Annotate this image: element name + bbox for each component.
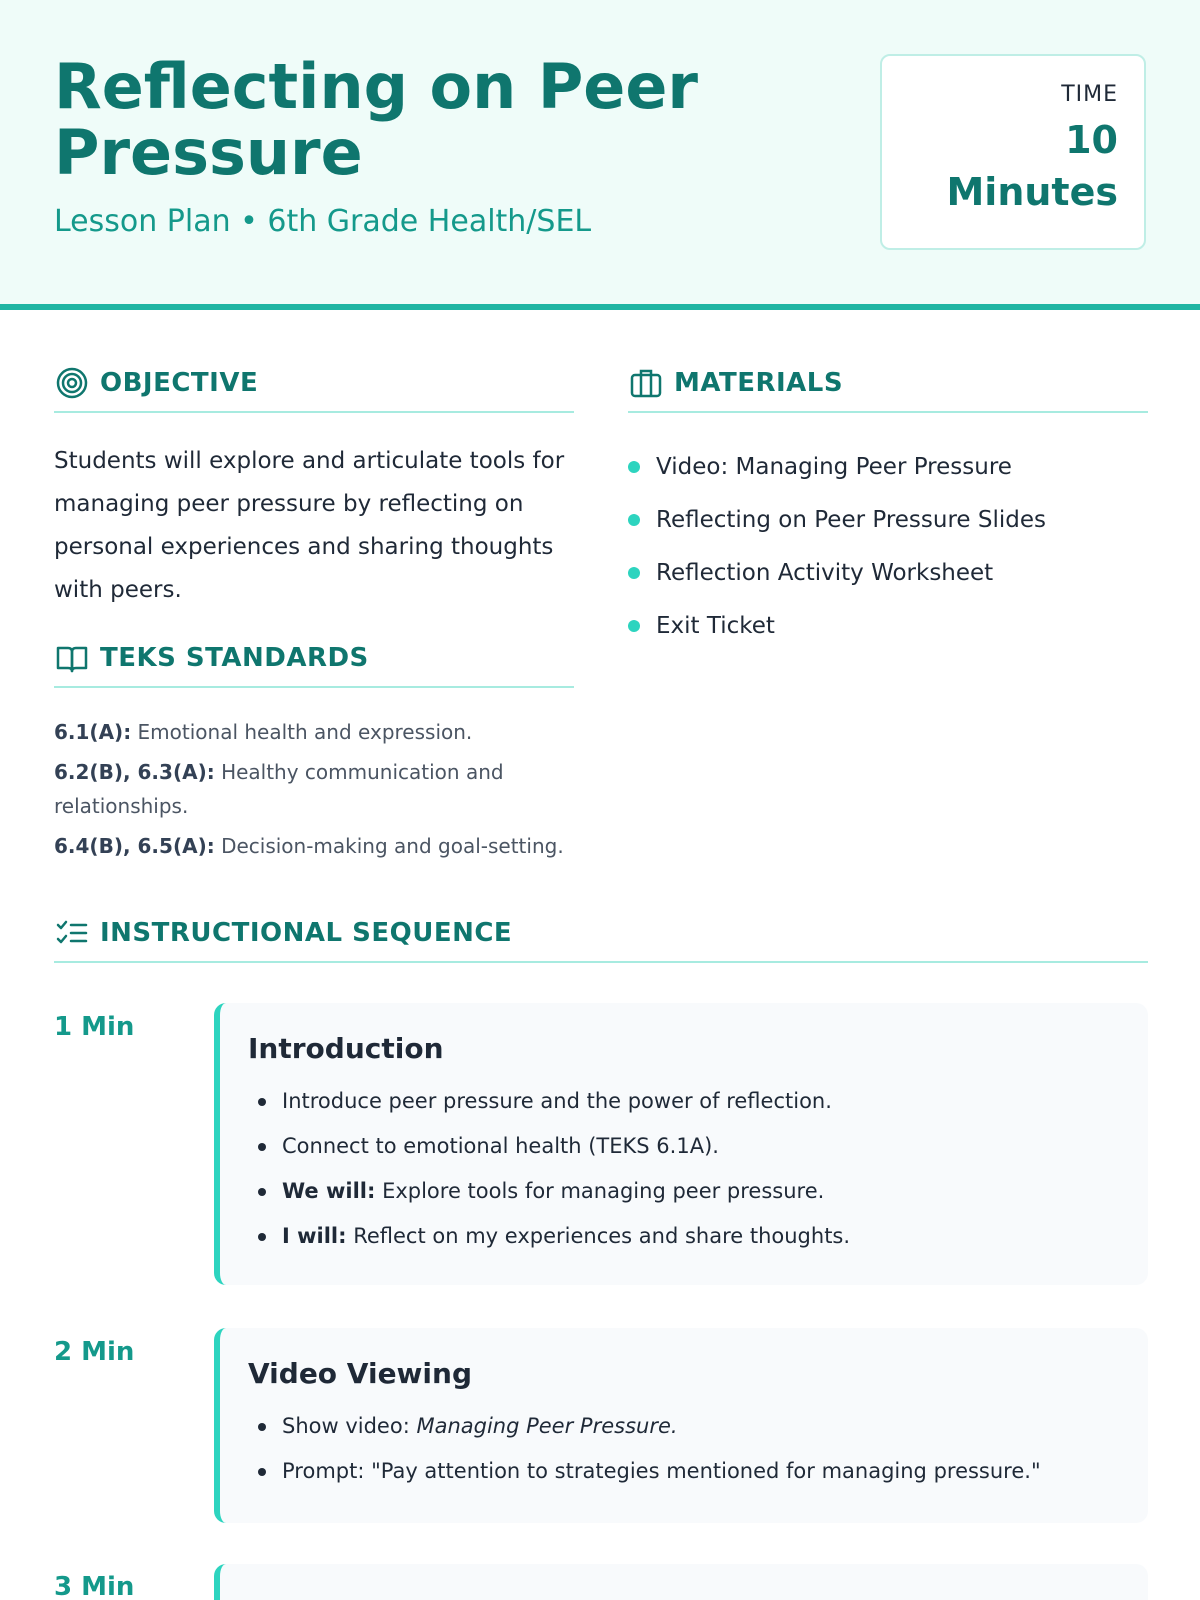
step-item-italic: Managing Peer Pressure. [416,1414,678,1438]
book-icon [54,640,90,676]
time-value [882,114,1118,218]
teks-code: 6.2(B), 6.3(A): [54,760,215,784]
list-item [248,1169,1120,1214]
step-item-text: Introduce peer pressure and the power of reflection. [282,1089,832,1113]
step-time: 1 Min [54,1012,135,1042]
lesson-header [0,0,1200,310]
material-label: Reflecting on Peer Pressure Slides [656,506,1046,533]
bullet-dot [628,514,640,526]
list-item [248,1214,1120,1259]
page-title: Reflecting on Peer Pressure [54,50,698,189]
teks-text: Emotional health and expression. [137,720,473,744]
step-item-text: Prompt: "Pay attention to strategies mentioned for managing pressure." [282,1459,1041,1483]
time-card [880,54,1146,250]
bullet-dot [628,461,640,473]
step-item-bold: We will: [282,1179,376,1203]
list-item [248,1124,1120,1169]
sequence-heading [54,915,1148,963]
bullet-dot [628,567,640,579]
step-title: Introduction [248,1032,444,1065]
material-label: Video: Managing Peer Pressure [656,453,1012,480]
teks-code: 6.4(B), 6.5(A): [54,834,215,858]
step-list [248,1079,1120,1259]
time-value-unit: Minutes [946,170,1118,214]
step-card [214,1564,1148,1600]
teks-text: Healthy communication and relationships. [54,760,504,818]
materials-title: MATERIALS [674,368,844,398]
bullet-dot [628,620,640,632]
list-item [628,599,1148,652]
step-card [214,1328,1148,1523]
step-item-text: Explore tools for managing peer pressure. [382,1179,825,1203]
step-item-text: Show video: [282,1414,417,1438]
list-item [628,546,1148,599]
list-item [248,1079,1120,1124]
target-icon [54,365,90,401]
list-item [628,440,1148,493]
teks-heading [54,640,574,688]
step-item-text: Connect to emotional health (TEKS 6.1A). [282,1134,719,1158]
step-card [214,1003,1148,1285]
step-time: 2 Min [54,1337,135,1367]
list-item [54,715,584,749]
list-item [248,1404,1120,1449]
page-subtitle: Lesson Plan • 6th Grade Health/SEL [54,204,592,239]
list-item [248,1449,1120,1494]
teks-text: Decision-making and goal-setting. [221,834,564,858]
step-list [248,1404,1120,1494]
teks-code: 6.1(A): [54,720,132,744]
teks-title: TEKS STANDARDS [100,643,369,673]
list-item [628,493,1148,546]
materials-heading [628,365,1148,413]
objective-text: Students will explore and articulate tools for managing peer pressure by reflecting on personal experiences and sharing thoughts with peers. [54,448,565,603]
time-label: TIME [1061,82,1118,107]
list-item [54,829,584,863]
time-value-number: 10 [1065,118,1118,162]
teks-list [54,715,584,869]
step-title: Video Viewing [248,1357,472,1390]
material-label: Exit Ticket [656,612,775,639]
briefcase-icon [628,365,664,401]
step-item-bold: I will: [282,1224,347,1248]
sequence-title: INSTRUCTIONAL SEQUENCE [100,918,513,948]
list-item [54,755,584,823]
checklist-icon [54,915,90,951]
step-time: 3 Min [54,1572,135,1600]
materials-list [628,440,1148,652]
material-label: Reflection Activity Worksheet [656,559,994,586]
step-item-text: Reflect on my experiences and share thoughts. [353,1224,851,1248]
objective-title: OBJECTIVE [100,368,259,398]
objective-heading [54,365,574,413]
